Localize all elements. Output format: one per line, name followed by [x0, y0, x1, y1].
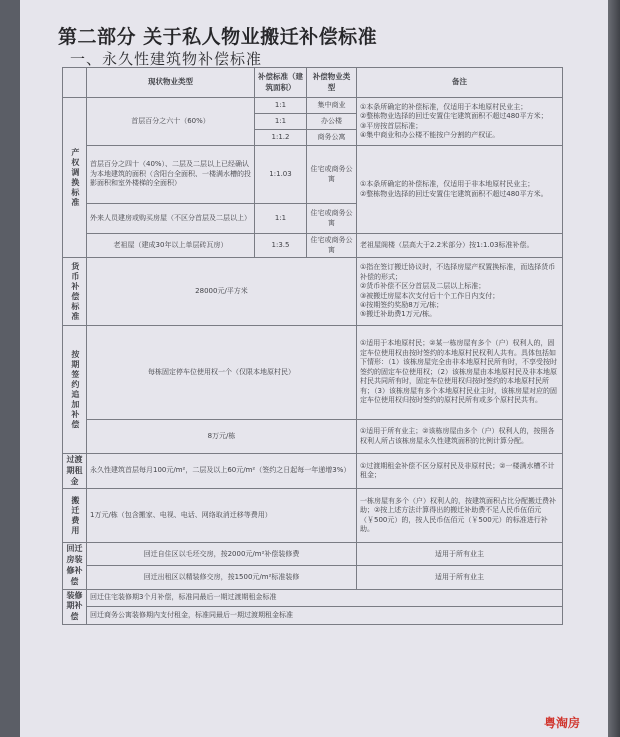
category-monetary: 货币补偿标准: [63, 258, 87, 326]
header-compensation-type: 补偿物业类型: [307, 68, 357, 98]
table-row: 1:1 办公楼: [63, 114, 563, 130]
watermark-logo: 粤淘房: [544, 716, 581, 730]
table-row: 1:1.2 商务公寓: [63, 130, 563, 146]
category-relocation-fee: 搬迁费用: [63, 489, 87, 543]
document-title: 第二部分 关于私人物业搬迁补偿标准: [58, 26, 378, 48]
table-row: 过渡期租金 永久性建筑首层每月100元/m²，二层及以上60元/m²（签约之日起每一年递增3%） ①过渡期租金补偿不区分原村民及非原村民；②一楼满水槽不计租金；: [63, 454, 563, 489]
header-property-type: 现状物业类型: [87, 68, 255, 98]
table-row: 装修期补偿 回迁住宅装修期3个月补偿，标准同最后一期过渡期租金标准: [63, 589, 563, 607]
table-row: 按期签约追加补偿 每栋固定停车位使用权一个（仅限本地原村民） ①适用于本地原村民；②某一栋房屋有多个（户）权利人的，固定车位使用权由按时签约的本地原村民权利人共有。具体包括如下情形：（1）该栋房屋完全由非本地原村民所有时，不享受按时签约的固定车位使用权；（2）该栋房屋由本地原村民及非本地原村民共同所有时，固定车位使用权归按时签约的本地原村民所有；（3）该栋房屋有多个本地原村民业主时，该栋房屋对应的固定车位使用权归按时签约的原村民所有或多个原村民共有。: [63, 326, 563, 420]
section-subtitle: 一、永久性建筑物补偿标准: [70, 50, 263, 68]
table-row: 回迁出租区以精装修交房，按1500元/m²标准装修 适用于所有业主: [63, 566, 563, 589]
table-row: 老祖屋（建成30年以上单层砖瓦房） 1:3.5 住宅或商务公寓 老祖屋阁楼（层高大于2.2米部分）按1:1.03标准补偿。: [63, 234, 563, 258]
table-row: 外来人员建房或购买房屋（不区分首层及二层以上） 1:1 住宅或商务公寓: [63, 204, 563, 234]
table-row: 回迁商务公寓装修期内支付租金，标准同最后一期过渡期租金标准: [63, 607, 563, 625]
note-non-native: ①本条所确定的补偿标准，仅适用于非本地原村民业主； ②整栋物业选择的回迁安置住宅建筑面积不超过480平方米。: [357, 146, 563, 234]
table-row: 产权调换标准 首层百分之六十（60%） 1:1 集中商业 ①本条所确定的补偿标准，仅适用于本地原村民业主； ②整栋物业选择的回迁安置住宅建筑面积不超过480平方米； ③平房按首层标准； ④集中商业和办公楼不能按户分割的产权证。: [63, 98, 563, 114]
category-renovation: 回迁房装修补偿: [63, 543, 87, 589]
table-row: 货币补偿标准 28000元/平方米 ①指在签订搬迁协议时，不选择房屋产权置换标准，而选择货币补偿的形式； ②货币补偿不区分首层及二层以上标准； ③被搬迁房屋本次支付后十个工作日内支付； ④按期签约奖励8万元/栋； ⑤搬迁补助费1万元/栋。: [63, 258, 563, 326]
table-row: 搬迁费用 1万元/栋（包含搬家、电视、电话、网络取消迁移等费用） 一栋房屋有多个（户）权利人的，按建筑面积占比分配搬迁费补助；②按上述方法计算得出的搬迁补助费不足人民币伍佰元（￥500元）的，按人民币伍佰元（￥500元）的标准进行补助。: [63, 489, 563, 543]
cell-first-floor-60: 首层百分之六十（60%）: [87, 98, 255, 146]
category-property-exchange: 产权调换标准: [63, 98, 87, 258]
binder-edge: [608, 0, 620, 737]
table-row: 回迁房装修补偿 回迁自住区以毛坯交房，按2000元/m²补偿装修费 适用于所有业主: [63, 543, 563, 566]
header-remarks: 备注: [357, 68, 563, 98]
table-row: 8万元/栋 ①适用于所有业主；②该栋房屋由多个（户）权利人的，按照各权利人所占该栋房屋永久性建筑面积的比例计算分配。: [63, 420, 563, 454]
table-header-row: [63, 68, 563, 98]
note-native-villagers: ①本条所确定的补偿标准，仅适用于本地原村民业主； ②整栋物业选择的回迁安置住宅建筑面积不超过480平方米； ③平房按首层标准； ④集中商业和办公楼不能按户分割的产权证。: [357, 98, 563, 146]
compensation-table: [62, 67, 563, 625]
category-transition-rent: 过渡期租金: [63, 454, 87, 489]
header-standard: 补偿标准（建筑面积）: [255, 68, 307, 98]
table-row: 首层百分之四十（40%）、二层及二层以上已经确认为本地建筑的面积（含阳台全面积、一楼满水槽的投影面积和室外楼梯的全面积） 1:1.03 住宅或商务公寓 ①本条所确定的补偿标准，仅适用于非本地原村民业主； ②整栋物业选择的回迁安置住宅建筑面积不超过480平方米。: [63, 146, 563, 204]
category-renovation-period: 装修期补偿: [63, 589, 87, 624]
category-timely-signing: 按期签约追加补偿: [63, 326, 87, 454]
